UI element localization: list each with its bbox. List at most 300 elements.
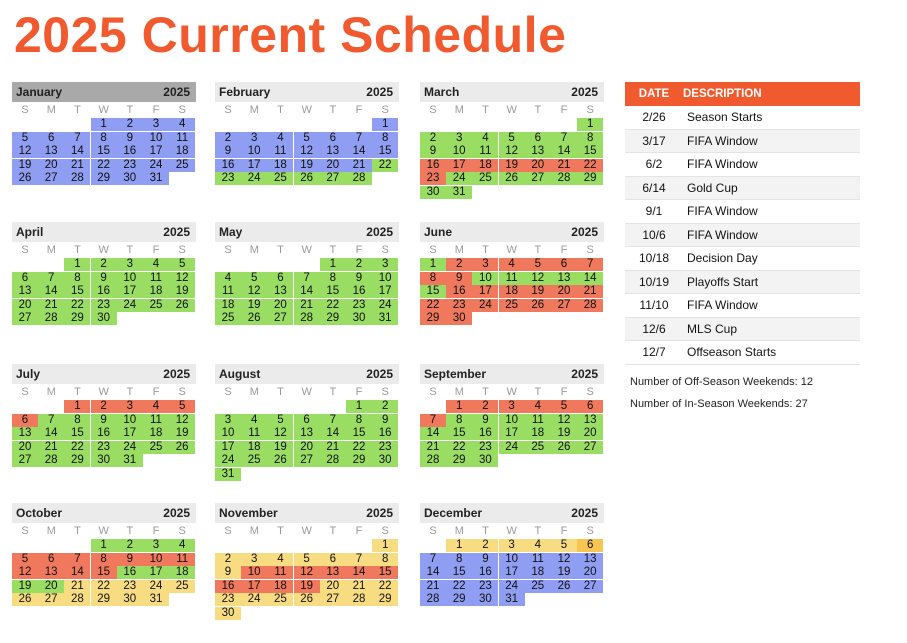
day-cell: 19 [12, 159, 38, 172]
month-year: 2025 [571, 85, 598, 99]
day-cell: 17 [446, 159, 472, 172]
weekday-label: M [249, 104, 259, 116]
day-cell: 31 [372, 312, 398, 325]
day-cell: 17 [372, 285, 398, 298]
weekday-label: F [152, 386, 160, 398]
events-table [625, 82, 860, 365]
day-cell: 20 [577, 566, 603, 579]
day-cell: 29 [446, 593, 472, 606]
day-cell: 3 [472, 258, 498, 271]
day-cell: 9 [472, 553, 498, 566]
weekday-label: W [301, 244, 312, 256]
day-cell: 13 [577, 553, 603, 566]
day-cell: 1 [446, 539, 472, 552]
weekday-label: S [381, 104, 389, 116]
day-cell: 16 [91, 427, 117, 440]
day-cell: 16 [446, 285, 472, 298]
day-cell: 26 [12, 172, 38, 185]
day-cell: 12 [551, 553, 577, 566]
day-cell: 15 [346, 427, 372, 440]
day-cell: 15 [372, 145, 398, 158]
month-header [420, 222, 604, 242]
day-cell: 6 [320, 132, 346, 145]
day-cell: 18 [143, 285, 169, 298]
day-cell: 1 [420, 258, 446, 271]
day-grid [420, 118, 604, 199]
day-cell: 22 [64, 441, 90, 454]
day-cell: 10 [472, 272, 498, 285]
weekday-label: F [152, 244, 160, 256]
day-cell: 4 [267, 553, 293, 566]
weekday-label: F [355, 525, 363, 537]
day-cell: 7 [320, 414, 346, 427]
month-year: 2025 [366, 225, 393, 239]
day-cell: 3 [446, 132, 472, 145]
day-cell: 25 [267, 593, 293, 606]
day-cell: 30 [117, 593, 143, 606]
day-cell: 12 [525, 272, 551, 285]
day-cell: 24 [472, 299, 498, 312]
event-date: 12/6 [625, 317, 683, 341]
day-cell: 6 [577, 539, 603, 552]
month-name: July [16, 367, 41, 381]
day-cell: 3 [241, 132, 267, 145]
offseason-weekends-note: Number of Off-Season Weekends: 12 [630, 376, 814, 388]
month-header [215, 222, 399, 242]
day-cell: 5 [294, 132, 320, 145]
day-cell: 6 [12, 272, 38, 285]
day-cell: 22 [346, 441, 372, 454]
day-cell: 21 [38, 441, 64, 454]
inseason-weekends-note: Number of In-Season Weekends: 27 [630, 398, 808, 410]
day-grid [420, 258, 604, 326]
day-cell: 23 [91, 299, 117, 312]
day-cell: 4 [169, 118, 195, 131]
event-description: FIFA Window [683, 200, 860, 224]
weekday-label: F [560, 104, 568, 116]
day-cell: 23 [215, 593, 241, 606]
day-cell: 19 [525, 285, 551, 298]
day-cell: 17 [499, 427, 525, 440]
day-cell: 17 [241, 159, 267, 172]
day-cell: 2 [91, 400, 117, 413]
day-cell: 31 [215, 468, 241, 481]
day-cell: 10 [446, 145, 472, 158]
day-cell: 4 [241, 414, 267, 427]
day-cell: 1 [372, 118, 398, 131]
day-cell: 27 [525, 172, 551, 185]
day-cell: 11 [143, 272, 169, 285]
day-cell: 15 [91, 145, 117, 158]
day-cell: 12 [169, 414, 195, 427]
day-cell: 20 [525, 159, 551, 172]
weekday-label: T [126, 525, 134, 537]
month-header [420, 503, 604, 523]
day-grid [12, 400, 196, 468]
day-cell: 12 [294, 566, 320, 579]
day-cell: 3 [117, 258, 143, 271]
day-cell: 29 [577, 172, 603, 185]
day-cell: 7 [420, 414, 446, 427]
day-cell: 6 [38, 553, 64, 566]
day-cell: 6 [12, 414, 38, 427]
day-cell: 7 [551, 132, 577, 145]
day-cell: 12 [294, 145, 320, 158]
day-cell: 7 [38, 414, 64, 427]
weekday-label: F [560, 386, 568, 398]
weekday-label: M [454, 525, 464, 537]
day-cell: 11 [499, 272, 525, 285]
day-cell: 29 [320, 312, 346, 325]
day-cell: 22 [91, 159, 117, 172]
day-cell: 30 [420, 186, 446, 199]
day-cell: 22 [577, 159, 603, 172]
day-cell: 7 [346, 132, 372, 145]
month-july [12, 364, 196, 468]
day-cell: 12 [241, 285, 267, 298]
weekday-header [215, 523, 399, 539]
day-cell: 3 [117, 400, 143, 413]
month-name: December [424, 506, 483, 520]
day-cell: 13 [12, 285, 38, 298]
table-row [625, 200, 860, 224]
day-cell: 23 [446, 299, 472, 312]
weekday-label: F [355, 104, 363, 116]
event-date: 12/7 [625, 341, 683, 365]
day-cell: 2 [372, 400, 398, 413]
day-cell: 18 [525, 427, 551, 440]
weekday-label: F [355, 244, 363, 256]
day-cell: 12 [12, 566, 38, 579]
day-cell: 14 [294, 285, 320, 298]
day-cell: 5 [241, 272, 267, 285]
day-cell: 2 [215, 553, 241, 566]
day-cell: 26 [294, 593, 320, 606]
weekday-label: F [355, 386, 363, 398]
weekday-label: M [249, 386, 259, 398]
day-cell: 26 [169, 299, 195, 312]
weekday-label: S [21, 386, 29, 398]
day-cell: 28 [294, 312, 320, 325]
day-cell: 25 [499, 299, 525, 312]
day-cell: 19 [551, 427, 577, 440]
event-date: 9/1 [625, 200, 683, 224]
day-cell: 10 [143, 132, 169, 145]
day-cell: 12 [551, 414, 577, 427]
day-cell: 21 [420, 580, 446, 593]
day-cell: 10 [117, 414, 143, 427]
weekday-label: S [381, 525, 389, 537]
month-september [420, 364, 604, 468]
day-cell: 27 [551, 299, 577, 312]
day-cell: 13 [38, 566, 64, 579]
weekday-label: W [301, 525, 312, 537]
day-cell: 13 [294, 427, 320, 440]
weekday-header [215, 102, 399, 118]
weekday-header [215, 242, 399, 258]
day-cell: 21 [551, 159, 577, 172]
day-grid [420, 539, 604, 607]
day-cell: 31 [446, 186, 472, 199]
month-name: April [16, 225, 44, 239]
day-cell: 2 [420, 132, 446, 145]
day-cell: 9 [372, 414, 398, 427]
month-name: June [424, 225, 453, 239]
day-cell: 29 [346, 454, 372, 467]
day-cell: 19 [241, 299, 267, 312]
day-cell: 16 [215, 580, 241, 593]
day-cell: 20 [267, 299, 293, 312]
day-cell: 21 [294, 299, 320, 312]
day-cell: 22 [64, 299, 90, 312]
weekday-label: W [506, 525, 517, 537]
day-cell: 20 [577, 427, 603, 440]
day-cell: 6 [267, 272, 293, 285]
day-cell: 8 [91, 132, 117, 145]
day-cell: 20 [320, 580, 346, 593]
weekday-label: T [126, 104, 134, 116]
month-year: 2025 [571, 367, 598, 381]
weekday-label: T [126, 386, 134, 398]
weekday-header [12, 523, 196, 539]
day-cell: 19 [169, 285, 195, 298]
day-cell: 19 [294, 580, 320, 593]
day-cell: 8 [320, 272, 346, 285]
day-cell: 25 [472, 172, 498, 185]
day-cell: 22 [446, 580, 472, 593]
day-cell: 29 [91, 172, 117, 185]
day-cell: 22 [91, 580, 117, 593]
weekday-label: T [74, 244, 81, 256]
day-cell: 31 [143, 172, 169, 185]
weekday-label: S [224, 244, 232, 256]
day-cell: 28 [420, 593, 446, 606]
day-cell: 9 [346, 272, 372, 285]
day-cell: 15 [64, 427, 90, 440]
day-cell: 18 [267, 159, 293, 172]
day-cell: 30 [346, 312, 372, 325]
day-cell: 24 [117, 441, 143, 454]
month-header [420, 364, 604, 384]
day-cell: 3 [499, 539, 525, 552]
day-cell: 23 [346, 299, 372, 312]
day-cell: 24 [143, 159, 169, 172]
event-date: 3/17 [625, 129, 683, 153]
day-cell: 14 [420, 566, 446, 579]
day-cell: 26 [169, 441, 195, 454]
day-cell: 18 [169, 566, 195, 579]
day-cell: 4 [215, 272, 241, 285]
day-cell: 21 [64, 580, 90, 593]
event-date: 10/19 [625, 270, 683, 294]
event-description: FIFA Window [683, 153, 860, 177]
day-cell: 14 [38, 285, 64, 298]
day-cell: 13 [12, 427, 38, 440]
month-year: 2025 [366, 367, 393, 381]
day-cell: 11 [169, 553, 195, 566]
weekday-header [12, 102, 196, 118]
day-cell: 14 [320, 427, 346, 440]
weekday-label: T [74, 104, 81, 116]
day-cell: 8 [372, 553, 398, 566]
day-cell: 14 [64, 145, 90, 158]
month-header [12, 364, 196, 384]
event-description: MLS Cup [683, 317, 860, 341]
day-cell: 28 [38, 312, 64, 325]
day-cell: 25 [525, 441, 551, 454]
month-header [215, 503, 399, 523]
day-cell: 5 [499, 132, 525, 145]
month-name: November [219, 506, 278, 520]
day-cell: 18 [499, 285, 525, 298]
day-cell: 24 [499, 441, 525, 454]
day-cell: 24 [241, 172, 267, 185]
day-cell: 21 [577, 285, 603, 298]
day-cell: 9 [117, 132, 143, 145]
weekday-label: F [560, 525, 568, 537]
weekday-label: S [224, 525, 232, 537]
table-row [625, 247, 860, 271]
event-date: 10/18 [625, 247, 683, 271]
weekday-label: S [429, 104, 437, 116]
day-cell: 9 [91, 414, 117, 427]
day-cell: 14 [420, 427, 446, 440]
day-cell: 16 [372, 427, 398, 440]
month-november [215, 503, 399, 620]
day-cell: 25 [267, 172, 293, 185]
day-cell: 18 [143, 427, 169, 440]
weekday-label: F [152, 104, 160, 116]
day-cell: 5 [551, 539, 577, 552]
month-header [12, 222, 196, 242]
day-cell: 16 [472, 566, 498, 579]
day-cell: 6 [577, 400, 603, 413]
day-cell: 27 [38, 172, 64, 185]
day-cell: 16 [91, 285, 117, 298]
day-cell: 16 [215, 159, 241, 172]
day-cell: 1 [446, 400, 472, 413]
day-cell: 18 [525, 566, 551, 579]
day-cell: 19 [12, 580, 38, 593]
month-header [215, 364, 399, 384]
day-cell: 5 [12, 132, 38, 145]
day-grid [420, 400, 604, 468]
weekday-label: M [46, 104, 56, 116]
day-cell: 8 [64, 272, 90, 285]
day-cell: 8 [577, 132, 603, 145]
day-cell: 4 [525, 539, 551, 552]
event-date: 11/10 [625, 294, 683, 318]
day-cell: 25 [169, 580, 195, 593]
day-cell: 12 [169, 272, 195, 285]
weekday-label: W [301, 104, 312, 116]
weekday-header [420, 242, 604, 258]
day-cell: 14 [577, 272, 603, 285]
day-cell: 31 [499, 593, 525, 606]
day-cell: 26 [267, 454, 293, 467]
day-cell: 21 [38, 299, 64, 312]
weekday-label: S [586, 104, 594, 116]
day-cell: 17 [499, 566, 525, 579]
day-cell: 22 [420, 299, 446, 312]
day-cell: 1 [64, 400, 90, 413]
day-cell: 9 [420, 145, 446, 158]
weekday-label: T [74, 525, 81, 537]
event-description: Decision Day [683, 247, 860, 271]
day-cell: 24 [446, 172, 472, 185]
month-name: February [219, 85, 271, 99]
day-cell: 7 [294, 272, 320, 285]
weekday-label: M [46, 244, 56, 256]
day-cell: 11 [169, 132, 195, 145]
day-cell: 6 [38, 132, 64, 145]
day-grid [215, 118, 399, 186]
day-cell: 9 [215, 566, 241, 579]
day-cell: 17 [117, 285, 143, 298]
day-cell: 6 [294, 414, 320, 427]
weekday-label: S [381, 244, 389, 256]
weekday-label: S [224, 104, 232, 116]
weekday-label: T [329, 386, 337, 398]
day-cell: 21 [346, 159, 372, 172]
weekday-label: T [277, 386, 284, 398]
weekday-label: M [454, 386, 464, 398]
day-cell: 4 [525, 400, 551, 413]
day-cell: 11 [525, 553, 551, 566]
event-date: 10/6 [625, 223, 683, 247]
day-cell: 7 [420, 553, 446, 566]
day-cell: 9 [215, 145, 241, 158]
month-december [420, 503, 604, 607]
day-cell: 10 [117, 272, 143, 285]
weekday-label: W [506, 244, 517, 256]
day-cell: 17 [241, 580, 267, 593]
month-year: 2025 [571, 506, 598, 520]
day-cell: 20 [294, 441, 320, 454]
day-cell: 28 [64, 172, 90, 185]
weekday-label: T [482, 244, 489, 256]
weekday-label: S [429, 386, 437, 398]
weekday-label: T [534, 244, 542, 256]
table-row [625, 341, 860, 365]
weekday-header [12, 242, 196, 258]
day-cell: 28 [551, 172, 577, 185]
weekday-label: S [178, 104, 186, 116]
day-cell: 30 [446, 312, 472, 325]
day-cell: 11 [143, 414, 169, 427]
day-cell: 6 [551, 258, 577, 271]
weekday-label: S [21, 525, 29, 537]
day-cell: 23 [372, 441, 398, 454]
day-cell: 19 [499, 159, 525, 172]
month-year: 2025 [571, 225, 598, 239]
weekday-label: M [249, 525, 259, 537]
day-cell: 29 [64, 312, 90, 325]
month-name: August [219, 367, 261, 381]
day-cell: 24 [143, 580, 169, 593]
day-cell: 16 [117, 566, 143, 579]
day-cell: 9 [472, 414, 498, 427]
day-cell: 8 [91, 553, 117, 566]
day-cell: 30 [215, 607, 241, 620]
day-cell: 1 [346, 400, 372, 413]
day-cell: 19 [551, 566, 577, 579]
day-cell: 30 [91, 454, 117, 467]
day-cell: 10 [241, 145, 267, 158]
day-cell: 11 [215, 285, 241, 298]
event-date: 6/2 [625, 153, 683, 177]
day-cell: 5 [551, 400, 577, 413]
